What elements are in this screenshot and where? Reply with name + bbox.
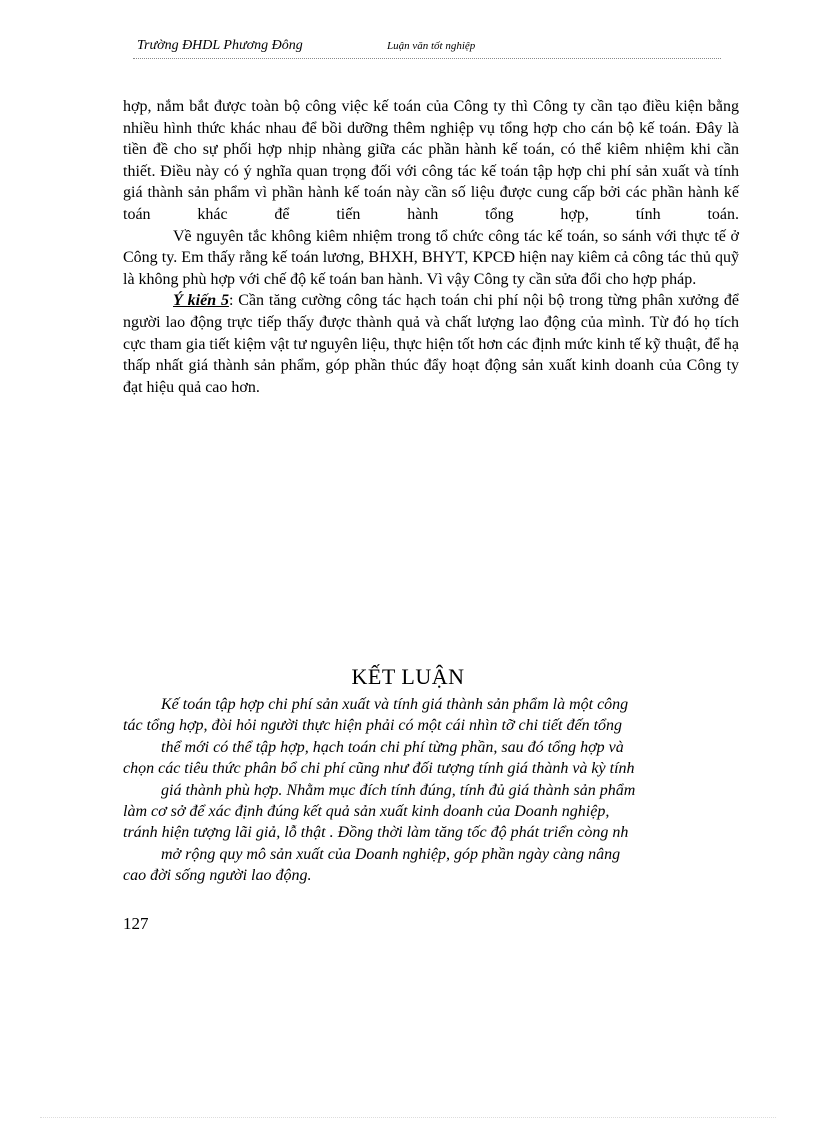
paragraph-3-text: : Cần tăng cường công tác hạch toán chi phí nội bộ trong từng phân xưởng để người lao động trực tiếp thấy được thành quả và chất lượng lao động của mình. Từ đó họ tích cực tham gia tiết kiệm vật tư nguyên liệu, thực hiện tốt hơn các định mức kinh tế kỹ thuật, để hạ thấp nhất giá thành sản phẩm, góp phần thúc đẩy hoạt động sản xuất kinh doanh của Công ty đạt hiệu quả cao hơn. xyxy=(123,292,739,396)
conclusion-line: Kế toán tập hợp chi phí sản xuất và tính giá thành sản phẩm là một công xyxy=(161,696,629,713)
conclusion-line: chọn các tiêu thức phân bổ chi phí cũng như đối tượng tính giá thành và kỳ tính xyxy=(123,760,635,778)
conclusion-line: giá thành phù hợp. Nhằm mục đích tính đúng, tính đủ giá thành sản phẩm xyxy=(161,781,636,799)
school-name: Trường ĐHDL Phương Đông xyxy=(137,38,303,53)
paragraph-1: hợp, nắm bắt được toàn bộ công việc kế toán của Công ty thì Công ty cần tạo điều kiện bằng nhiều hình thức khác nhau để bồi dưỡng thêm nghiệp vụ tổng hợp cho cán bộ kế toán. Đây là tiền đề cho sự phối hợp nhịp nhàng giữa các phần hành kế toán, có thể kiêm nhiệm khi cần thiết. Điều này có ý nghĩa quan trọng đối với công tác kế toán tập hợp chi phí sản xuất và tính giá thành sản phẩm vì phần hành kế toán này cần số liệu được cung cấp bởi các phần hành kế toán khác để tiến hành tổng hợp, tính toán. xyxy=(123,98,739,223)
body-text xyxy=(123,96,739,398)
conclusion-line: tác tổng hợp, đòi hỏi người thực hiện phải có một cái nhìn tỡ chi tiết đến tổng xyxy=(123,717,623,735)
conclusion-line: thể mới có thể tập hợp, hạch toán chi phí từng phần, sau đó tổng hợp và xyxy=(161,738,624,756)
opinion-label: Ý kiến 5 xyxy=(173,292,229,310)
conclusion-line: cao đời sống người lao động. xyxy=(123,867,312,885)
conclusion-line: tránh hiện tượng lãi giả, lỗ thật . Đồng thời làm tăng tốc độ phát triển còng nh xyxy=(123,824,629,842)
page-header xyxy=(133,36,721,59)
conclusion-line: làm cơ sở để xác định đúng kết quả sản xuất kinh doanh của Doanh nghiệp, xyxy=(123,803,610,821)
thesis-label: Luận văn tốt nghiệp xyxy=(387,40,476,52)
conclusion-title: KẾT LUẬN xyxy=(351,664,465,689)
footer-rule xyxy=(40,1117,776,1118)
page-number: 127 xyxy=(123,914,149,933)
paragraph-3 xyxy=(123,290,739,398)
conclusion-text xyxy=(123,694,739,887)
conclusion-line: mở rộng quy mô sản xuất của Doanh nghiệp, góp phần ngày càng nâng xyxy=(161,845,621,863)
paragraph-2: Về nguyên tắc không kiêm nhiệm trong tổ chức công tác kế toán, so sánh với thực tế ở Công ty. Em thấy rằng kế toán lương, BHXH, BHYT, KPCĐ hiện nay kiêm cả công tác thủ quỹ là không phù hợp với chế độ kế toán ban hành. Vì vậy Công ty cần sửa đổi cho hợp pháp. xyxy=(123,227,739,288)
